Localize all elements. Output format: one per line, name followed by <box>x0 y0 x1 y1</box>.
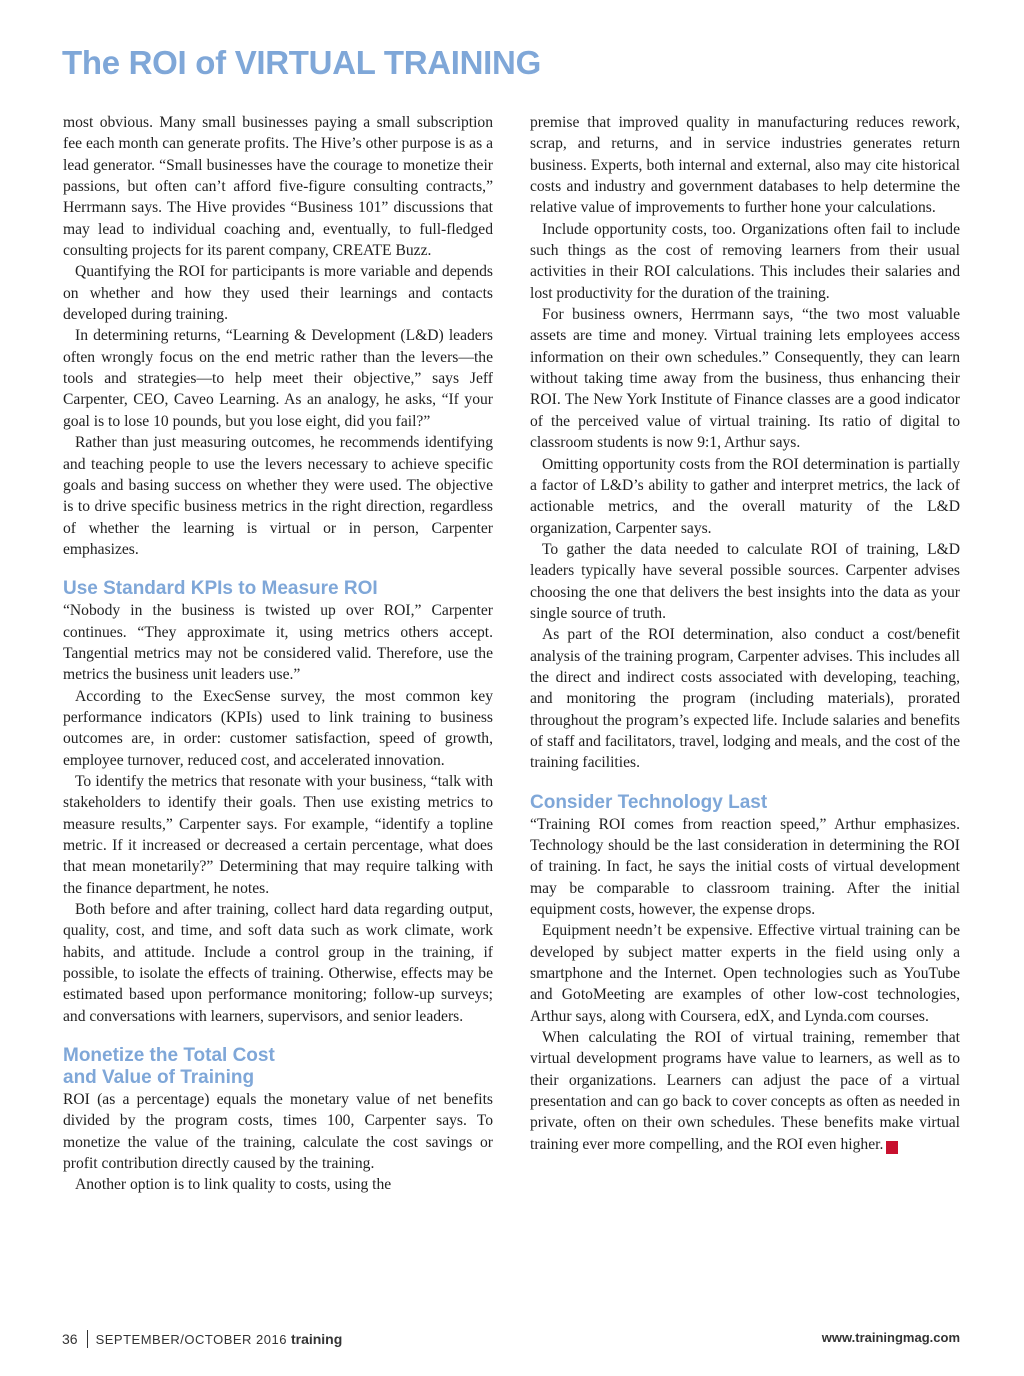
website-link[interactable]: www.trainingmag.com <box>821 1330 960 1345</box>
footer-divider <box>87 1330 88 1348</box>
heading-line: and Value of Training <box>63 1067 255 1089</box>
paragraph: According to the ExecSense survey, the most common key performance indicators (KPIs) used to link training to business outcomes are, in order: customer satisfaction, speed of growth, employee turnover, reduced cost, and accelerated innovation. <box>63 687 493 769</box>
paragraph: Include opportunity costs, too. Organizations often fail to include such things as the cost of removing learners from their usual activities in their ROI calculations. This includes their salaries and lost productivity for the duration of the training. <box>530 220 960 302</box>
paragraph: As part of the ROI determination, also conduct a cost/benefit analysis of the training program, Carpenter advises. This includes all the direct and indirect costs associated with developing, teaching, and monitoring the program (including materials), prorated throughout the program’s expected life. Include salaries and benefits of staff and facilitators, travel, lodging and meals, and the cost of the training facilities. <box>530 626 960 772</box>
paragraph: Another option is to link quality to costs, using the <box>75 1176 392 1194</box>
page-number: 36 <box>62 1331 78 1347</box>
paragraph: Equipment needn’t be expensive. Effective virtual training can be developed by subject matter experts in the field using only a smartphone and the Internet. Open technologies such as YouTube and GotoMeeting are examples of other low-cost technologies, Arthur says, along with Coursera, edX, and Lynda.com courses. <box>530 922 960 1025</box>
footer <box>62 1330 960 1350</box>
paragraph-text: When calculating the ROI of virtual training, remember that virtual development programs have value to learners, as well as to their organizations. Learners can adjust the pace of a virtual presentation and can go back to cover concepts as often as needed in private, often on their own schedules. These benefits make virtual training ever more compelling, and the ROI even higher. <box>530 1029 960 1153</box>
issue-date: SEPTEMBER/OCTOBER 2016 <box>95 1332 287 1347</box>
paragraph: To identify the metrics that resonate with your business, “talk with stakeholders to identify their goals. Then use existing metrics to measure results,” Carpenter says. For example, “identify a topline metric. If it increased or decreased a certain percentage, what does that mean monetarily?” Determining that may require talking with the finance department, he notes. <box>63 772 493 897</box>
paragraph: ROI (as a percentage) equals the monetary value of net benefits divided by the program costs, times 100, Carpenter says. To monetize the value of the training, calculate the cost savings or profit contribution directly caused by the training. <box>63 1091 493 1173</box>
left-column <box>63 112 493 1196</box>
paragraph: “Nobody in the business is twisted up over ROI,” Carpenter continues. “They approximate it, using metrics others accept. Tangential metrics may not be considered valid. Therefore, use the metrics the business unit leaders use.” <box>63 602 493 684</box>
magazine-brand: training <box>290 1331 343 1347</box>
end-mark-icon: t <box>886 1141 898 1154</box>
page-title: The ROI of VIRTUAL TRAINING <box>62 44 541 81</box>
right-column <box>530 112 960 1155</box>
section-heading-kpis: Use Standard KPIs to Measure ROI <box>63 578 378 600</box>
paragraph: premise that improved quality in manufacturing reduces rework, scrap, and returns, and in service industries generates return business. Experts, both internal and external, also may cite historical costs and industry and government databases to help determine the relative value of improvements to further hone your calculations. <box>530 114 960 217</box>
paragraph: For business owners, Herrmann says, “the two most valuable assets are time and money. Virtual training lets employees access information on their own schedules.” Consequently, they can learn without taking time away from the business, thus enhancing their ROI. The New York Institute of Finance classes are a good indicator of the perceived value of virtual training. Its ratio of digital to classroom students is now 9:1, Arthur says. <box>530 306 960 452</box>
paragraph: In determining returns, “Learning & Development (L&D) leaders often wrongly focus on the end metric rather than the levers—the tools and strategies—to help meet their objective,” says Jeff Carpenter, CEO, Caveo Learning. As an analogy, he asks, “If your goal is to lose 10 pounds, but you lose eight, did you fail?” <box>63 327 493 430</box>
paragraph: Rather than just measuring outcomes, he recommends identifying and teaching people to use the levers necessary to achieve specific goals and basing success on whether they were used. The objective is to drive specific business metrics in the right direction, regardless of whether the learning is virtual or in person, Carpenter emphasizes. <box>63 434 493 558</box>
paragraph: Omitting opportunity costs from the ROI determination is partially a factor of L&D’s ability to gather and interpret metrics, the lack of actionable metrics, and the overall maturity of the L&D organization, Carpenter says. <box>530 455 960 537</box>
paragraph: most obvious. Many small businesses paying a small subscription fee each month can generate profits. The Hive’s other purpose is as a lead generator. “Small businesses have the courage to monetize their passions, but often can’t afford five-figure consulting contracts,” Herrmann says. The Hive provides “Business 101” discussions that may lead to individual coaching and, eventually, to full-fledged consulting projects for its parent company, CREATE Buzz. <box>63 114 493 260</box>
paragraph: To gather the data needed to calculate ROI of training, L&D leaders typically have several possible sources. Carpenter advises choosing the one that delivers the best insights into the data as your single source of truth. <box>530 540 960 622</box>
heading-line: Monetize the Total Cost <box>63 1045 275 1067</box>
paragraph: Quantifying the ROI for participants is more variable and depends on whether and how they used their learnings and contacts developed during training. <box>63 263 493 324</box>
paragraph: Both before and after training, collect hard data regarding output, quality, cost, and time, and soft data such as work climate, work habits, and attitude. Include a control group in the training, if possible, to isolate the effects of training. Otherwise, effects may be estimated based upon performance monitoring; follow-up surveys; and conversations with learners, supervisors, and senior leaders. <box>63 901 493 1025</box>
paragraph <box>530 1027 960 1155</box>
footer-left <box>62 1330 342 1348</box>
paragraph: “Training ROI comes from reaction speed,” Arthur emphasizes. Technology should be the last consideration in determining the ROI of training. In fact, he says the initial costs of virtual development may be comparable to classroom training. After the initial equipment costs, however, the expense drops. <box>530 815 960 919</box>
section-heading-monetize <box>63 1045 493 1089</box>
section-heading-technology: Consider Technology Last <box>530 791 768 813</box>
